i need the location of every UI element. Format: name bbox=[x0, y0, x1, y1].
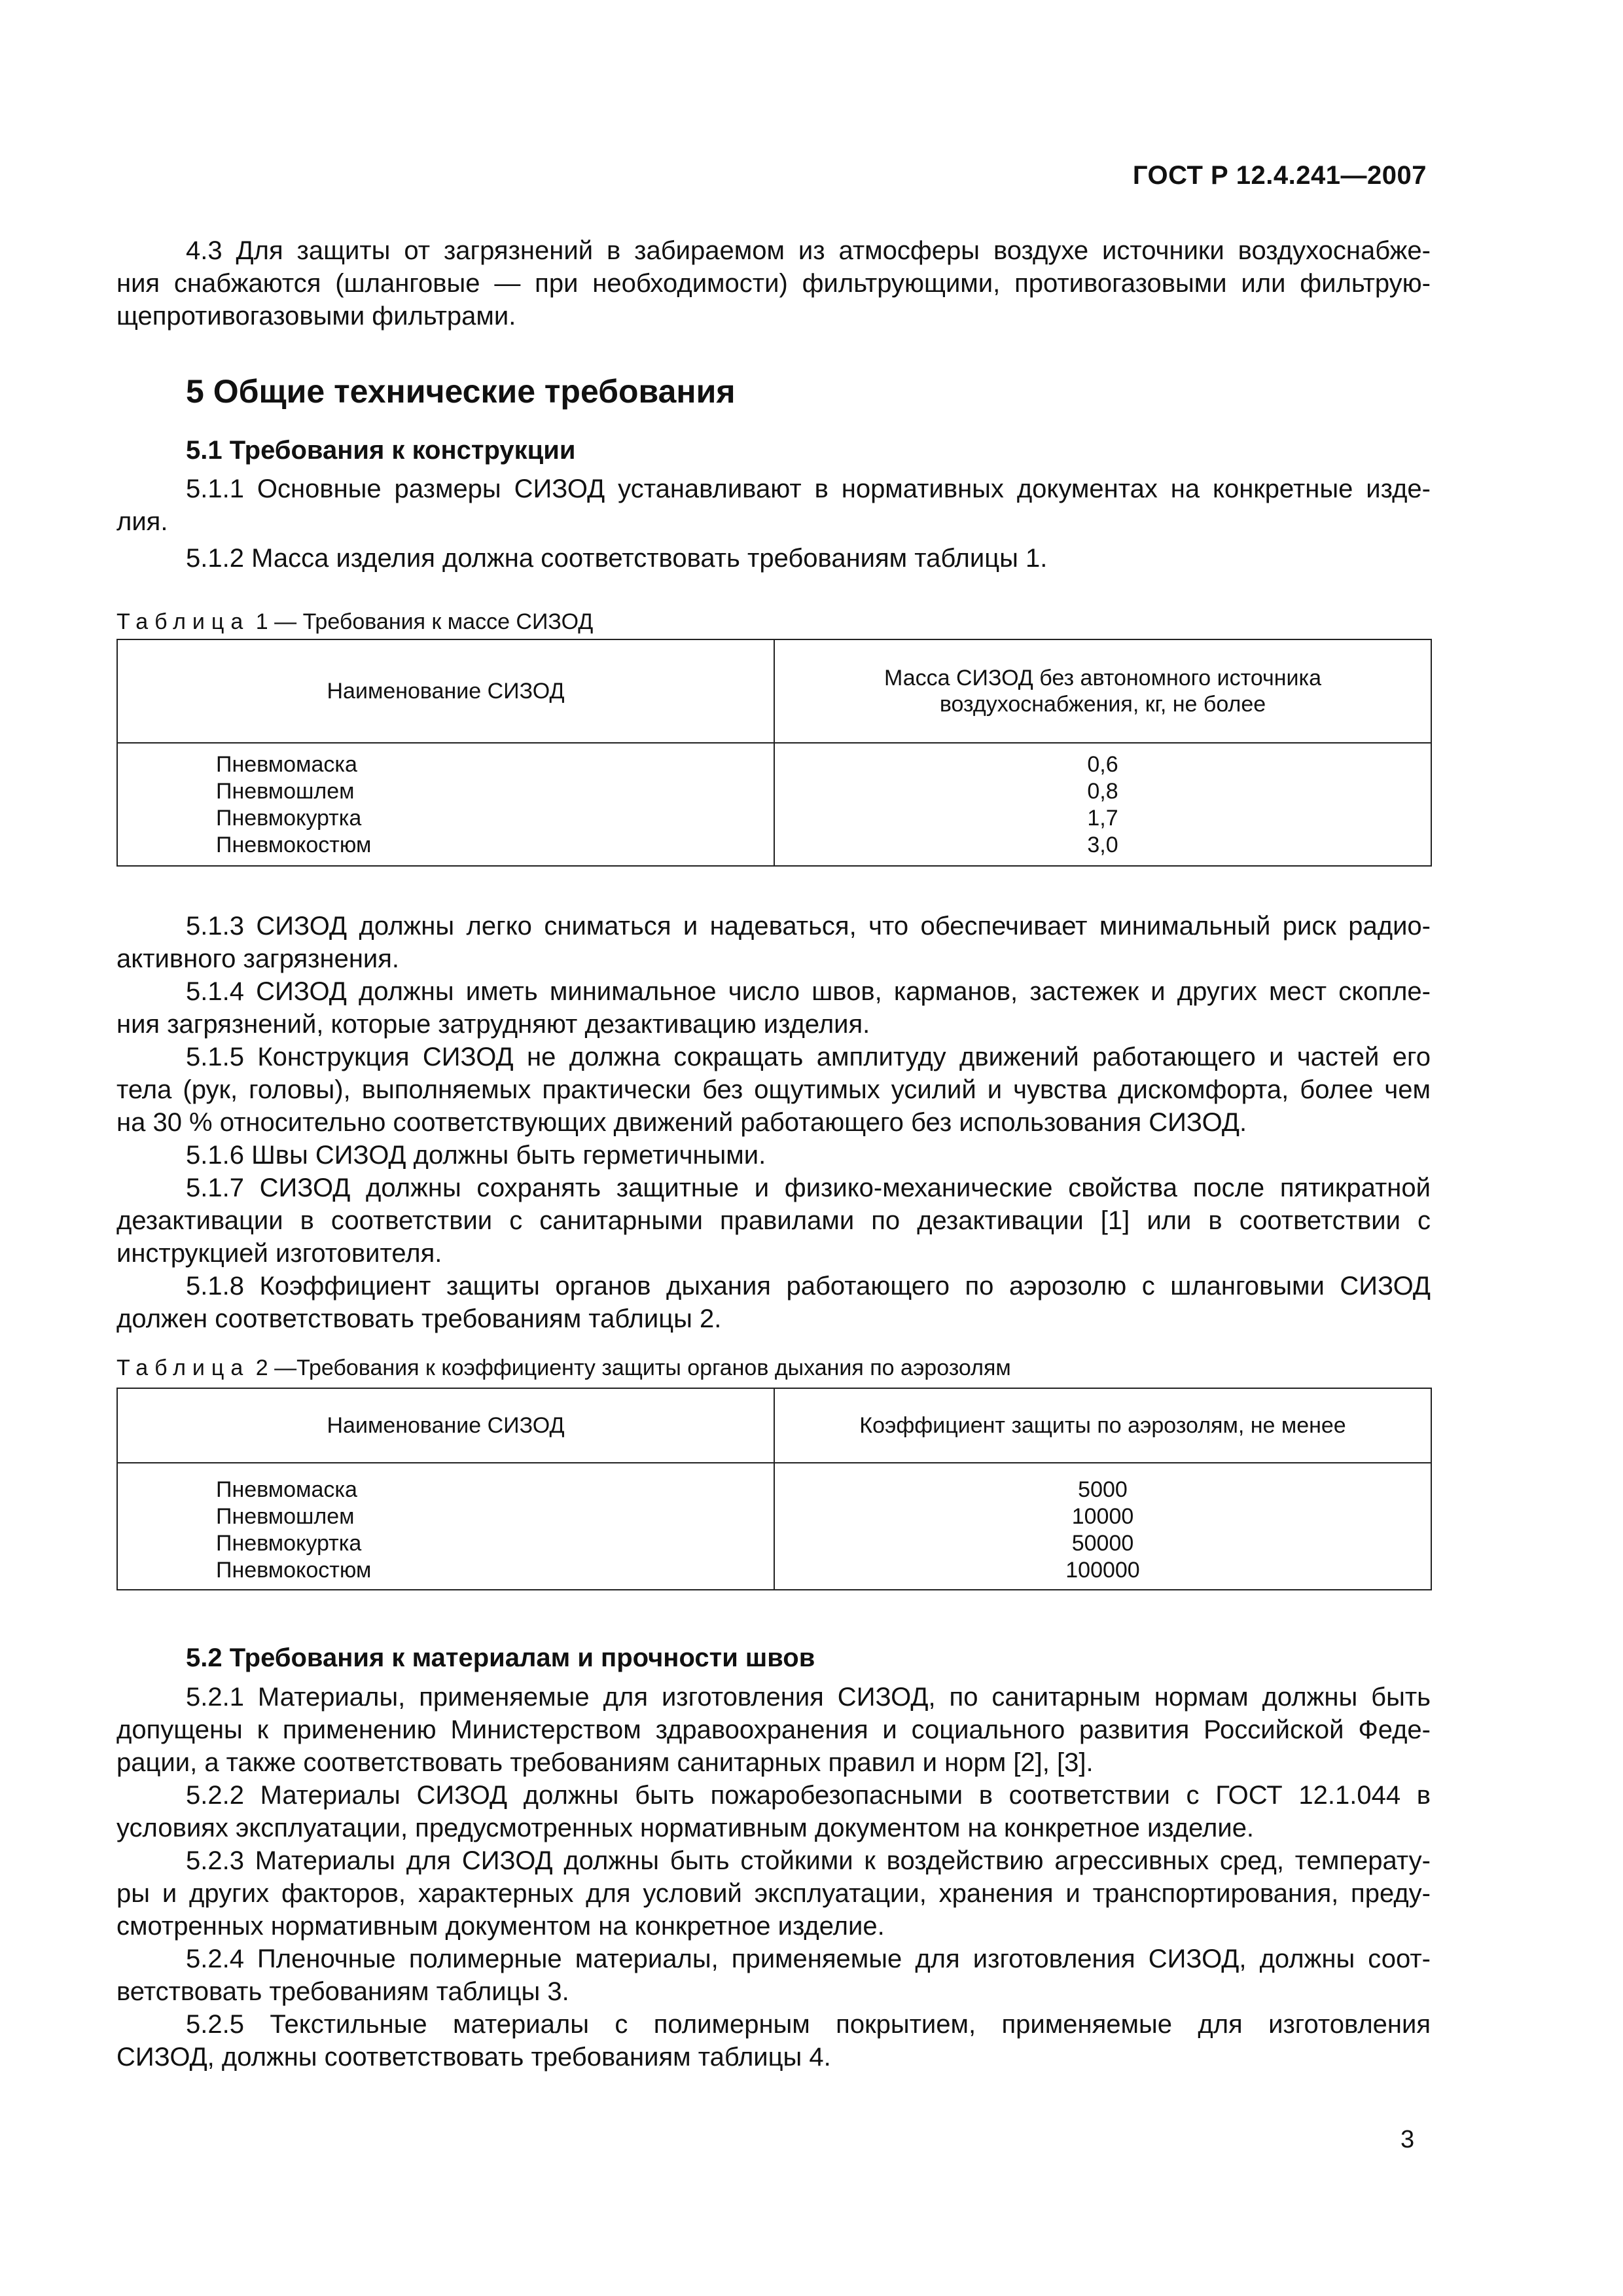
paragraph-line: смотренных нормативным документом на конкретное изделие. bbox=[116, 1912, 885, 1941]
paragraph-line: ния загрязнений, которые затрудняют дезактивацию изделия. bbox=[116, 1010, 870, 1039]
cell-text: Пневмокостюм bbox=[216, 833, 372, 857]
paragraph-5-1-5 bbox=[116, 1041, 1431, 1139]
paragraph-5-1-1 bbox=[116, 473, 1431, 538]
table-1-caption bbox=[116, 609, 593, 635]
paragraph-line: 5.1.3 СИЗОД должны легко сниматься и надеваться, что обеспечивает минимальный риск радио- bbox=[186, 912, 1431, 941]
table-cell-values bbox=[774, 1463, 1431, 1590]
paragraph-line: условиях эксплуатации, предусмотренных нормативным документом на конкретное изделие. bbox=[116, 1814, 1255, 1842]
cell-text: Пневмошлем bbox=[216, 779, 355, 804]
table-caption-label: Таблица bbox=[116, 609, 250, 634]
paragraph-4-3 bbox=[116, 234, 1431, 332]
paragraph-5-2-2 bbox=[116, 1779, 1431, 1844]
cell-text: 5000 bbox=[1078, 1477, 1128, 1502]
subsection-5-1-title: 5.1 Требования к конструкции bbox=[186, 436, 576, 465]
paragraph-line: дезактивации в соответствии с санитарными правилами по дезактивации [1] или в соответствии с bbox=[116, 1206, 1431, 1235]
section-5-title: 5 Общие технические требования bbox=[186, 373, 736, 410]
header-line: воздухоснабжения, кг, не более bbox=[939, 692, 1266, 717]
cell-text: Пневмокуртка bbox=[216, 1531, 362, 1556]
paragraph-line: 5.1.4 СИЗОД должны иметь минимальное число швов, карманов, застежек и других мест скопле- bbox=[186, 977, 1431, 1006]
cell-text: Пневмомаска bbox=[216, 752, 357, 777]
table-cell-values bbox=[774, 743, 1431, 866]
subsection-5-2-title: 5.2 Требования к материалам и прочности швов bbox=[186, 1643, 815, 1672]
table-header-cell: Коэффициент защиты по аэрозолям, не менее bbox=[774, 1388, 1431, 1463]
paragraph-line: 5.2.4 Пленочные полимерные материалы, применяемые для изготовления СИЗОД, должны соот- bbox=[186, 1945, 1431, 1973]
paragraph-line: 5.1.5 Конструкция СИЗОД не должна сокращать амплитуду движений работающего и частей его bbox=[186, 1043, 1431, 1071]
paragraph-5-1-4 bbox=[116, 975, 1431, 1041]
paragraph-5-2-3 bbox=[116, 1844, 1431, 1943]
table-cell-names bbox=[117, 1463, 774, 1590]
paragraph-line: 5.1.1 Основные размеры СИЗОД устанавливают в нормативных документах на конкретные изде- bbox=[186, 475, 1431, 503]
table-2-caption bbox=[116, 1355, 1011, 1381]
paragraph-line: 5.1.8 Коэффициент защиты органов дыхания работающего по аэрозолю с шланговыми СИЗОД bbox=[186, 1272, 1431, 1300]
paragraph-line: инструкцией изготовителя. bbox=[116, 1239, 442, 1268]
table-cell-names bbox=[117, 743, 774, 866]
paragraph-5-1-2 bbox=[116, 542, 1431, 575]
paragraph-line: 5.2.3 Материалы для СИЗОД должны быть стойкими к воздействию агрессивных сред, температу- bbox=[186, 1846, 1431, 1875]
table-2 bbox=[116, 1388, 1432, 1590]
paragraph-line: активного загрязнения. bbox=[116, 944, 400, 973]
paragraph-line: 5.2.2 Материалы СИЗОД должны быть пожаробезопасными в соответствии с ГОСТ 12.1.044 в bbox=[186, 1781, 1431, 1810]
paragraph-5-1-7 bbox=[116, 1172, 1431, 1270]
cell-text: 0,8 bbox=[1087, 779, 1118, 804]
paragraph-line: 5.2.1 Материалы, применяемые для изготовления СИЗОД, по санитарным нормам должны быть bbox=[186, 1683, 1431, 1712]
paragraph-line: допущены к применению Министерством здравоохранения и социального развития Российской Феде- bbox=[116, 1715, 1431, 1744]
page-number: 3 bbox=[1400, 2126, 1415, 2153]
paragraph-5-2-4 bbox=[116, 1943, 1431, 2008]
paragraph-line: 5.1.7 СИЗОД должны сохранять защитные и физико-механические свойства после пятикратной bbox=[186, 1174, 1431, 1202]
cell-text: 10000 bbox=[1071, 1504, 1134, 1529]
paragraph-line: ры и других факторов, характерных для условий эксплуатации, хранения и транспортирования, преду- bbox=[116, 1879, 1431, 1908]
paragraph-line: должен соответствовать требованиям таблицы 2. bbox=[116, 1304, 722, 1333]
cell-text: 100000 bbox=[1065, 1558, 1140, 1583]
table-row bbox=[117, 1463, 1431, 1590]
paragraph-5-2-1 bbox=[116, 1681, 1431, 1779]
paragraph-5-1-3 bbox=[116, 910, 1431, 975]
table-caption-text: 2 —Требования к коэффициенту защиты органов дыхания по аэрозолям bbox=[255, 1355, 1011, 1380]
table-header-cell: Наименование СИЗОД bbox=[117, 639, 774, 743]
paragraph-line: щепротивогазовыми фильтрами. bbox=[116, 302, 516, 331]
paragraph-line: 5.1.2 Масса изделия должна соответствовать требованиям таблицы 1. bbox=[186, 544, 1048, 573]
paragraph-line: 5.2.5 Текстильные материалы с полимерным покрытием, применяемые для изготовления bbox=[186, 2010, 1431, 2039]
paragraph-line: 5.1.6 Швы СИЗОД должны быть герметичными. bbox=[186, 1141, 766, 1170]
table-1 bbox=[116, 639, 1432, 867]
paragraph-line: рации, а также соответствовать требованиям санитарных правил и норм [2], [3]. bbox=[116, 1748, 1094, 1777]
cell-text: Пневмомаска bbox=[216, 1477, 357, 1502]
paragraph-line: тела (рук, головы), выполняемых практически без ощутимых усилий и чувства дискомфорта, более чем bbox=[116, 1075, 1431, 1104]
table-caption-text: 1 — Требования к массе СИЗОД bbox=[255, 609, 594, 634]
paragraph-line: ветствовать требованиям таблицы 3. bbox=[116, 1977, 569, 2006]
paragraph-5-1-6 bbox=[116, 1139, 1431, 1172]
cell-text: 1,7 bbox=[1087, 806, 1118, 831]
header-line: Масса СИЗОД без автономного источника bbox=[883, 666, 1321, 691]
paragraph-5-2-5 bbox=[116, 2008, 1431, 2073]
paragraph-line: 4.3 Для защиты от загрязнений в забираемом из атмосферы воздухе источники воздухоснабже- bbox=[186, 236, 1431, 265]
table-caption-label: Таблица bbox=[116, 1355, 250, 1380]
document-code: ГОСТ Р 12.4.241—2007 bbox=[1132, 161, 1427, 190]
paragraph-line: СИЗОД, должны соответствовать требованиям таблицы 4. bbox=[116, 2043, 831, 2072]
cell-text: 3,0 bbox=[1087, 833, 1118, 857]
cell-text: 0,6 bbox=[1087, 752, 1118, 777]
table-header-cell: Наименование СИЗОД bbox=[117, 1388, 774, 1463]
paragraph-5-1-8 bbox=[116, 1270, 1431, 1335]
paragraph-line: ния снабжаются (шланговые — при необходимости) фильтрующими, противогазовыми или фильтрую- bbox=[116, 269, 1431, 298]
cell-text: 50000 bbox=[1071, 1531, 1134, 1556]
table-header-cell bbox=[774, 639, 1431, 743]
paragraph-line: на 30 % относительно соответствующих движений работающего без использования СИЗОД. bbox=[116, 1108, 1247, 1137]
cell-text: Пневмошлем bbox=[216, 1504, 355, 1529]
cell-text: Пневмокуртка bbox=[216, 806, 362, 831]
table-row bbox=[117, 743, 1431, 866]
paragraph-line: лия. bbox=[116, 507, 168, 536]
cell-text: Пневмокостюм bbox=[216, 1558, 372, 1583]
